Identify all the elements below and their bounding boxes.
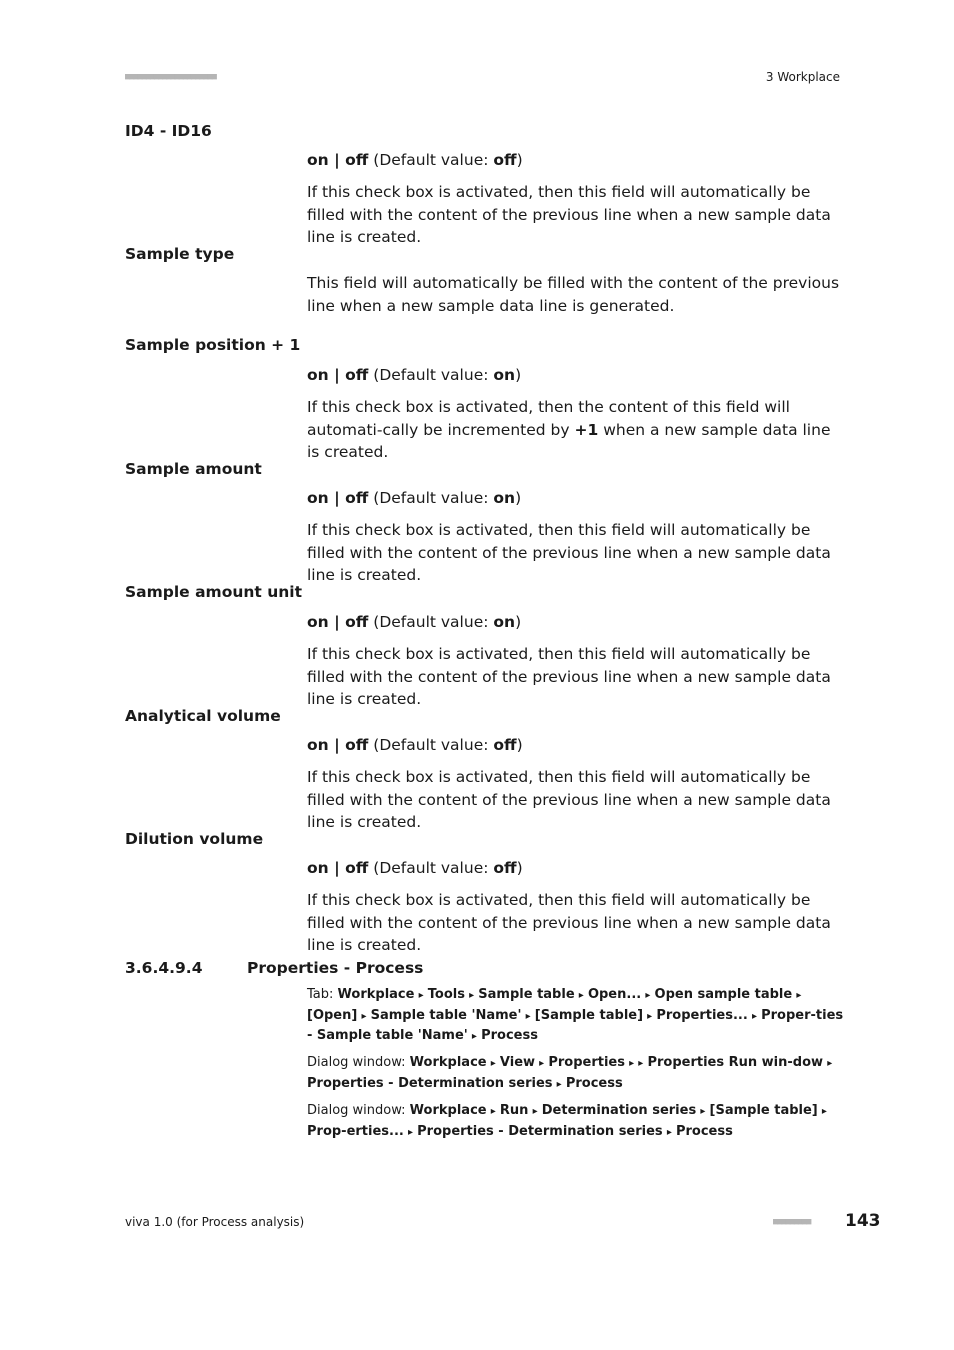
option-suffix: ) bbox=[516, 859, 523, 877]
term-dilution-volume: Dilution volume bbox=[125, 830, 264, 848]
menu-path-item: Sample table 'Name' bbox=[370, 1007, 522, 1023]
option-default-label: (Default value: bbox=[373, 736, 494, 754]
menu-path-item: Properties bbox=[548, 1055, 625, 1070]
option-default-label: (Default value: bbox=[373, 489, 494, 507]
breadcrumb-arrow-icon: ▸ bbox=[361, 1010, 367, 1022]
description: If this check box is activated, then this field will automatically be filled with the content of the previous line when a new sample data line is created. bbox=[307, 645, 831, 708]
menu-path-item: Process bbox=[675, 1123, 733, 1139]
option-default-value: on bbox=[493, 613, 516, 631]
menu-path-item: Workplace bbox=[337, 987, 415, 1002]
menu-path-item: Sample table bbox=[478, 987, 575, 1002]
term-id4-id16: ID4 - ID16 bbox=[125, 122, 212, 140]
menu-path-label: Tab: bbox=[307, 987, 338, 1002]
option-line bbox=[307, 857, 847, 880]
description: If this check box is activated, then this field will automatically be filled with the content of the previous line when a new sample data line is created. bbox=[307, 521, 831, 584]
menu-path-item: [Sample table] bbox=[709, 1103, 818, 1118]
option-default-value: on bbox=[493, 489, 516, 507]
option-line bbox=[307, 364, 847, 387]
description: If this check box is activated, then this field will automatically be filled with the content of the previous line when a new sample data line is created. bbox=[307, 183, 831, 246]
breadcrumb-arrow-icon: ▸ bbox=[490, 1106, 496, 1117]
header-chapter: 3 Workplace bbox=[765, 70, 840, 84]
option-suffix: ) bbox=[515, 489, 522, 507]
breadcrumb-arrow-icon: ▸ bbox=[796, 990, 802, 1001]
breadcrumb-arrow-icon: ▸ bbox=[647, 1010, 653, 1022]
menu-path-item: [Open] bbox=[307, 1007, 358, 1023]
option-values: on | off bbox=[307, 613, 369, 631]
header-dots: ■■■■■■■■■■■■■■■■■■■■■■ bbox=[125, 72, 216, 82]
option-line bbox=[307, 611, 847, 634]
description bbox=[307, 396, 847, 464]
breadcrumb-arrow-icon: ▸ bbox=[638, 1058, 644, 1069]
menu-path-item: Properties - Determination series bbox=[307, 1075, 553, 1091]
menu-path-item: Determination series bbox=[541, 1103, 697, 1118]
footer-product: viva 1.0 (for Process analysis) bbox=[125, 1215, 305, 1229]
menu-path-item: Tools bbox=[427, 987, 465, 1002]
description-bold: +1 bbox=[574, 420, 599, 439]
menu-path-item: Open sample table bbox=[654, 987, 793, 1002]
breadcrumb-arrow-icon: ▸ bbox=[645, 990, 651, 1001]
description: This field will automatically be filled with the content of the previous line when a new sample data line is generated. bbox=[307, 274, 840, 315]
option-line bbox=[307, 149, 847, 172]
menu-path-item: Run bbox=[499, 1103, 529, 1118]
term-sample-type: Sample type bbox=[125, 245, 235, 263]
menu-path bbox=[307, 1053, 847, 1094]
description-text: when a new sample data line is created. bbox=[307, 420, 831, 461]
breadcrumb-arrow-icon: ▸ bbox=[700, 1106, 706, 1117]
menu-path-item: Process bbox=[481, 1028, 538, 1043]
menu-path bbox=[307, 1101, 847, 1142]
option-values: on | off bbox=[307, 489, 369, 507]
term-sample-amount: Sample amount bbox=[125, 460, 262, 478]
description: If this check box is activated, then this field will automatically be filled with the content of the previous line when a new sample data line is created. bbox=[307, 768, 831, 831]
option-suffix: ) bbox=[516, 736, 523, 754]
breadcrumb-arrow-icon: ▸ bbox=[666, 1126, 672, 1138]
option-default-label: (Default value: bbox=[373, 366, 494, 384]
menu-path-item: View bbox=[499, 1055, 536, 1070]
breadcrumb-arrow-icon: ▸ bbox=[751, 1010, 757, 1022]
breadcrumb-arrow-icon: ▸ bbox=[407, 1126, 414, 1138]
menu-path-item: Workplace bbox=[409, 1055, 487, 1070]
menu-path-item: Properties - Determination series bbox=[417, 1123, 663, 1139]
breadcrumb-arrow-icon: ▸ bbox=[629, 1058, 635, 1069]
menu-path-item: Open... bbox=[587, 987, 642, 1002]
option-default-value: off bbox=[493, 736, 517, 754]
option-default-label: (Default value: bbox=[373, 613, 494, 631]
description: If this check box is activated, then this field will automatically be filled with the content of the previous line when a new sample data line is created. bbox=[307, 891, 831, 954]
breadcrumb-arrow-icon: ▸ bbox=[821, 1106, 827, 1117]
breadcrumb-arrow-icon: ▸ bbox=[525, 1010, 531, 1022]
menu-path-item: Properties Run win-dow bbox=[647, 1055, 824, 1070]
section-number: 3.6.4.9.4 bbox=[125, 959, 203, 977]
option-values: on | off bbox=[307, 736, 369, 754]
option-default-value: on bbox=[493, 366, 516, 384]
term-analytical-volume: Analytical volume bbox=[125, 707, 281, 725]
menu-path-item: Workplace bbox=[409, 1103, 487, 1118]
breadcrumb-arrow-icon: ▸ bbox=[827, 1058, 833, 1069]
option-default-value: off bbox=[493, 859, 517, 877]
breadcrumb-arrow-icon: ▸ bbox=[532, 1106, 538, 1117]
option-values: on | off bbox=[307, 366, 369, 384]
breadcrumb-arrow-icon: ▸ bbox=[418, 990, 424, 1001]
menu-path-label: Dialog window: bbox=[307, 1103, 410, 1118]
option-values: on | off bbox=[307, 151, 369, 169]
breadcrumb-arrow-icon: ▸ bbox=[469, 990, 475, 1001]
term-sample-position: Sample position + 1 bbox=[125, 336, 301, 354]
term-sample-amount-unit: Sample amount unit bbox=[125, 583, 303, 601]
option-line bbox=[307, 734, 847, 757]
footer-dots: ■■■■■■■■■ bbox=[773, 1217, 811, 1227]
breadcrumb-arrow-icon: ▸ bbox=[490, 1058, 496, 1069]
breadcrumb-arrow-icon: ▸ bbox=[471, 1031, 477, 1042]
option-values: on | off bbox=[307, 859, 369, 877]
menu-path-item: [Sample table] bbox=[534, 1007, 644, 1023]
menu-path bbox=[307, 985, 847, 1047]
option-line bbox=[307, 487, 847, 510]
description-text: If this check box is activated, then the content of this field will automati-cally be incremented by bbox=[307, 398, 790, 439]
menu-path-item: Properties... bbox=[656, 1007, 748, 1023]
option-default-label: (Default value: bbox=[373, 151, 494, 169]
option-suffix: ) bbox=[515, 613, 522, 631]
menu-path-item: Prop-erties... bbox=[307, 1123, 404, 1139]
menu-path-label: Dialog window: bbox=[307, 1055, 410, 1070]
option-default-value: off bbox=[493, 151, 517, 169]
option-suffix: ) bbox=[516, 151, 523, 169]
option-default-label: (Default value: bbox=[373, 859, 494, 877]
menu-path-item: Proper-ties - Sample table 'Name' bbox=[307, 1007, 844, 1043]
breadcrumb-arrow-icon: ▸ bbox=[578, 990, 584, 1001]
page-number: 143 bbox=[845, 1211, 881, 1231]
menu-path-item: Process bbox=[565, 1075, 623, 1091]
option-suffix: ) bbox=[515, 366, 522, 384]
section-title: Properties - Process bbox=[247, 959, 424, 977]
breadcrumb-arrow-icon: ▸ bbox=[539, 1058, 545, 1069]
breadcrumb-arrow-icon: ▸ bbox=[556, 1078, 562, 1090]
